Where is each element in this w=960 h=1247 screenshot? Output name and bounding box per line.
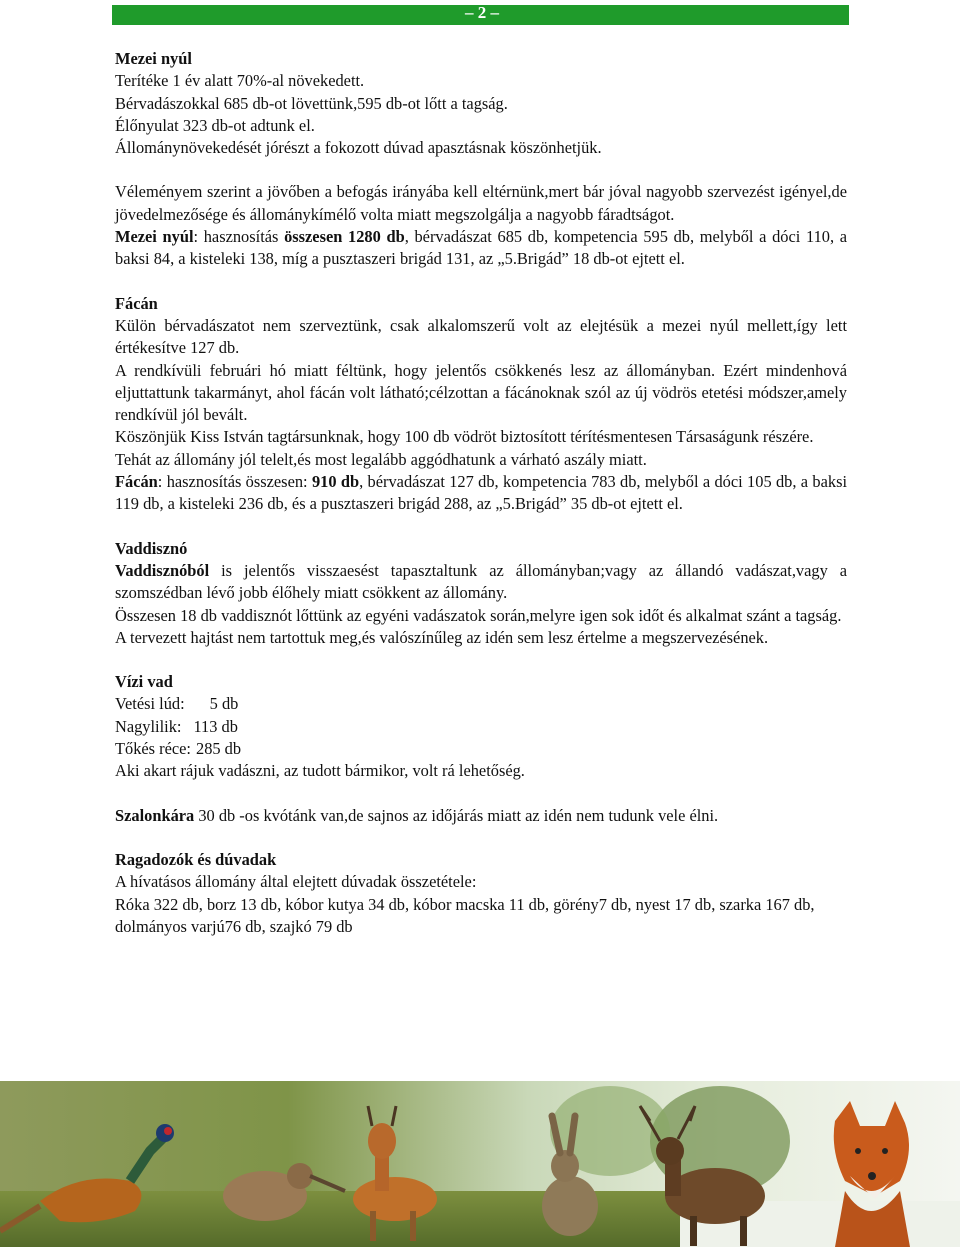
summary-total: összesen 1280 db bbox=[284, 227, 405, 247]
paragraph: Aki akart rájuk vadászni, az tudott bármikor, volt rá lehetőség. bbox=[115, 761, 525, 781]
spacer bbox=[115, 649, 847, 671]
item-label: Tőkés réce: bbox=[115, 739, 191, 759]
item-value: 285 db bbox=[196, 739, 242, 759]
paragraph: Köszönjük Kiss István tagtársunknak, hogy 100 db vödröt biztosított térítésmentesen Társaságunk részére. bbox=[115, 427, 814, 447]
summary-total: 910 db bbox=[311, 472, 360, 492]
summary-label: Mezei nyúl bbox=[115, 227, 194, 247]
item-value: 5 db bbox=[209, 694, 239, 714]
section-title-ragadozok: Ragadozók és dúvadak bbox=[115, 849, 277, 869]
facan-summary bbox=[115, 471, 847, 516]
mezei-nyul-summary bbox=[115, 226, 847, 271]
spacer bbox=[115, 271, 847, 293]
paragraph bbox=[115, 560, 847, 605]
banner-image bbox=[0, 1081, 960, 1247]
text-line: Állománynövekedését jórészt a fokozott dúvad apasztásnak köszönhetjük. bbox=[115, 138, 602, 158]
paragraph: Összesen 18 db vaddisznót lőttünk az egyéni vadászatok során,melyre igen sok időt és alkalmat szánt a tagság. bbox=[115, 605, 842, 625]
section-title-facan: Fácán bbox=[115, 293, 158, 313]
opinion-paragraph: Véleményem szerint a jövőben a befogás irányába kell eltérnünk,mert bár jóval nagyobb szervezést igényel,de jövedelmezősége és állománykímélő volta miatt megszolgálja a nagyobb fáradtságot. bbox=[115, 182, 847, 224]
list-item bbox=[115, 716, 847, 738]
paragraph: A hívatásos állomány által elejtett dúvadak összetétele: bbox=[115, 872, 477, 892]
header-bar bbox=[112, 5, 849, 25]
spacer bbox=[115, 516, 847, 538]
summary-text: : hasznosítás összesen: bbox=[157, 472, 312, 492]
section-title-vaddiszno: Vaddisznó bbox=[115, 538, 188, 558]
text-line: Bérvadászokkal 685 db-ot lövettünk,595 db-ot lőtt a tagság. bbox=[115, 93, 508, 113]
paragraph: A tervezett hajtást nem tartottuk meg,és valószínűleg az idén sem lesz értelme a megszervezésének. bbox=[115, 627, 769, 647]
paragraph: Róka 322 db, borz 13 db, kóbor kutya 34 db, kóbor macska 11 db, görény7 db, nyest 17 db, szarka 167 db, dolmányos varjú76 db, szajkó 79 db bbox=[115, 894, 815, 936]
paragraph: Külön bérvadászatot nem szerveztünk, csak alkalomszerű volt az elejtésük a mezei nyúl mellett,így lett értékesítve 127 db. bbox=[115, 315, 847, 358]
summary-text: , bérvadászat 685 db, kompetencia 595 db, melyből a dóci 110, a baksi 84, a kisteleki 138, míg a pusztaszeri brigád 131, az „5.Brigád” 18 db-ot ejtett el. bbox=[115, 227, 848, 269]
paragraph: Tehát az állomány jól telelt,és most legalább aggódhatunk a várható aszály miatt. bbox=[115, 449, 647, 469]
spacer bbox=[115, 827, 847, 849]
wildlife-banner bbox=[0, 1081, 960, 1247]
summary-text: , bérvadászat 127 db, kompetencia 783 db, melyből a dóci 105 db, a baksi 119 db, a kisteleki 236 db, és a pusztaszeri brigád 288, az „5.Brigád” 35 db-ot ejtett el. bbox=[115, 472, 848, 514]
list-item bbox=[115, 693, 847, 715]
szalonka-paragraph bbox=[115, 805, 847, 827]
list-item bbox=[115, 738, 847, 760]
section-title-vizi-vad: Vízi vad bbox=[115, 672, 173, 692]
summary-text: : hasznosítás bbox=[193, 227, 285, 247]
bold-lead: Szalonkára bbox=[115, 805, 195, 825]
bold-lead: Vaddisznóból bbox=[115, 560, 210, 580]
paragraph-text: 30 db -os kvótánk van,de sajnos az időjárás miatt az idén nem tudunk vele élni. bbox=[194, 805, 719, 825]
text-line: Terítéke 1 év alatt 70%-al növekedett. bbox=[115, 71, 365, 91]
spacer bbox=[115, 783, 847, 805]
spacer bbox=[115, 159, 847, 181]
summary-label: Fácán bbox=[115, 472, 158, 492]
item-label: Vetési lúd: bbox=[115, 694, 185, 714]
text-line: Élőnyulat 323 db-ot adtunk el. bbox=[115, 115, 315, 135]
paragraph-text: is jelentős visszaesést tapasztaltunk az állományban;vagy az állandó vadászat,vagy a szomszédban lévő jobb élőhely miatt csökkent az állomány. bbox=[115, 560, 847, 603]
item-label: Nagylilik: bbox=[115, 716, 182, 736]
section-title-mezei-nyul: Mezei nyúl bbox=[115, 49, 192, 68]
item-value: 113 db bbox=[193, 716, 238, 736]
page-number: – 2 – bbox=[465, 3, 499, 22]
paragraph: A rendkívüli februári hó miatt féltünk, hogy jelentős csökkenés lesz az állományban. Ezért mindenhová eljuttattunk takarmányt, ahol fácán volt látható;célzottan a fácánoknak szól az új vödrös etetési módszer,amely rendkívül jól bevált. bbox=[115, 360, 847, 425]
document-body bbox=[115, 48, 847, 938]
